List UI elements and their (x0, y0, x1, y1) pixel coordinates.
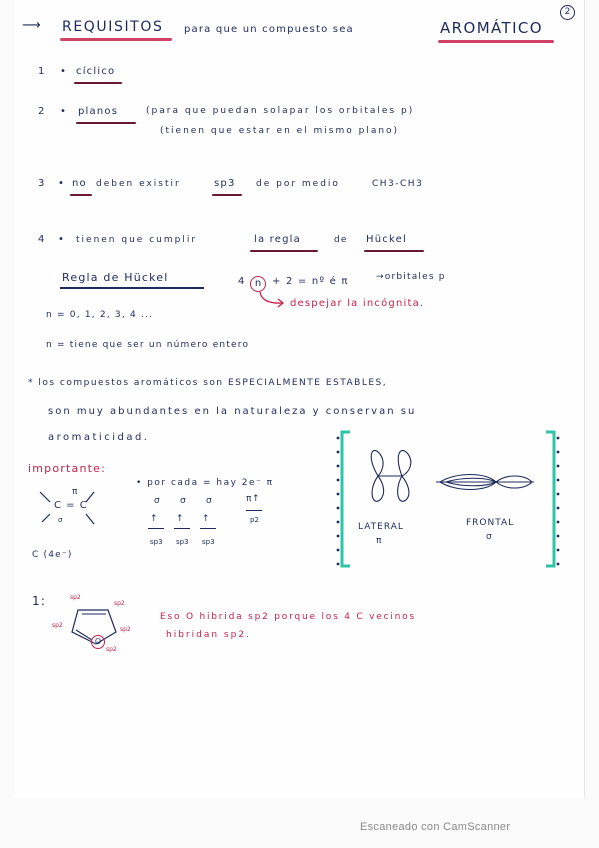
header-arrow: ⟶ (22, 18, 42, 33)
req4-number: 4 (38, 234, 46, 245)
req2-keyword: planos (78, 106, 119, 117)
sp3-label-2: sp3 (176, 538, 189, 546)
pi-orbital: π (246, 494, 253, 504)
header-middle: para que un compuesto sea (184, 24, 354, 35)
req4-keyword: la regla (254, 234, 301, 245)
sp3-label-1: sp3 (150, 538, 163, 546)
sp2-label-5: sp2 (106, 646, 117, 653)
orbital-line-1 (148, 528, 164, 529)
req3-bullet: • (58, 178, 66, 189)
example-text-1: Eso O hibrida sp2 porque los 4 C vecinos (160, 612, 416, 622)
req1-bullet: • (60, 66, 68, 77)
carbon-config: C (4e⁻) (32, 550, 73, 560)
req2-rest2: (tienen que estar en el mismo plano) (160, 126, 400, 136)
req4-underline-huckel (364, 250, 424, 252)
sp2-label-3: sp2 (52, 622, 63, 629)
req3-keyword2: sp3 (214, 178, 236, 189)
arrow-4: ↑ (252, 494, 261, 504)
req3-rest-a: deben existir (96, 179, 181, 189)
sp2-label-2: sp2 (114, 600, 125, 607)
huckel-formula-rest: + 2 = nº é π (272, 276, 349, 287)
sigma-1: σ (154, 496, 161, 506)
req4-keyword2: Hückel (366, 234, 407, 245)
huckel-title-underline (60, 287, 204, 289)
huckel-orbitales: →orbitales p (376, 272, 446, 282)
req3-underline-no (70, 194, 92, 196)
arrow-2: ↑ (176, 514, 185, 524)
orbital-line-3 (200, 528, 216, 529)
carbon-sigma: σ (58, 516, 64, 524)
furan-oxygen: O (91, 635, 105, 649)
req4-rest-b: de (334, 235, 348, 245)
huckel-formula-4: 4 (238, 276, 246, 287)
frontal-symbol: σ (486, 532, 493, 542)
sp3-label-3: sp3 (202, 538, 215, 546)
camscanner-footer: Escaneado con CamScanner (360, 821, 511, 833)
huckel-n-values: n = 0, 1, 2, 3, 4 ... (46, 310, 154, 320)
req2-rest: (para que puedan solapar los orbitales p) (146, 106, 415, 116)
req4-rest-a: tienen que cumplir (76, 235, 198, 245)
frontal-label: FRONTAL (466, 518, 515, 528)
lateral-symbol: π (376, 536, 383, 546)
sigma-2: σ (180, 496, 187, 506)
req3-keyword: no (72, 178, 87, 189)
req4-underline-regla (250, 250, 318, 252)
note-line2: son muy abundantes en la naturaleza y conservan su (48, 406, 417, 417)
aromatico-underline (438, 40, 554, 43)
note-line1: * los compuestos aromáticos son ESPECIALMENTE ESTABLES, (28, 378, 388, 388)
lateral-label: LATERAL (358, 522, 404, 532)
req1-number: 1 (38, 66, 46, 77)
req1-underline (74, 82, 122, 84)
req2-underline (76, 122, 136, 124)
arrow-3: ↑ (202, 514, 211, 524)
sp2-label-1: sp2 (70, 594, 81, 601)
req2-number: 2 (38, 106, 46, 117)
req3-formula: CH3-CH3 (372, 179, 424, 189)
huckel-title: Regla de Hückel (62, 271, 169, 284)
req3-underline-sp3 (212, 194, 242, 196)
req3-number: 3 (38, 178, 46, 189)
p2-label: p2 (250, 516, 259, 524)
important-title: importante: (28, 462, 107, 475)
page-number: 2 (560, 5, 575, 20)
header-requisitos: REQUISITOS (62, 19, 164, 35)
example-number: 1: (32, 594, 47, 608)
sp2-label-4: sp2 (120, 626, 131, 633)
note-line3: aromaticidad. (48, 432, 150, 443)
req4-bullet: • (58, 234, 66, 245)
req1-keyword: cíclico (76, 66, 116, 77)
header-aromatico: AROMÁTICO (440, 19, 543, 37)
example-text-2: hibridan sp2. (166, 630, 251, 640)
requisitos-underline (60, 38, 172, 41)
despejar-arrow-icon (258, 290, 288, 310)
por-cada: • por cada = hay 2e⁻ π (136, 478, 274, 488)
arrow-1: ↑ (150, 514, 159, 524)
orbital-line-4 (246, 510, 262, 511)
req2-bullet: • (60, 106, 68, 117)
carbon-pi: π (72, 487, 79, 497)
req3-rest-b: de por medio (256, 179, 340, 189)
huckel-n-integer: n = tiene que ser un número entero (46, 340, 250, 350)
paper-sheet (14, 0, 585, 798)
sigma-3: σ (206, 496, 213, 506)
carbon-formula: C = C (54, 500, 88, 511)
huckel-note: despejar la incógnita. (290, 298, 425, 309)
orbital-diagram (336, 428, 562, 574)
orbital-line-2 (174, 528, 190, 529)
huckel-n-circle: n (250, 276, 266, 292)
